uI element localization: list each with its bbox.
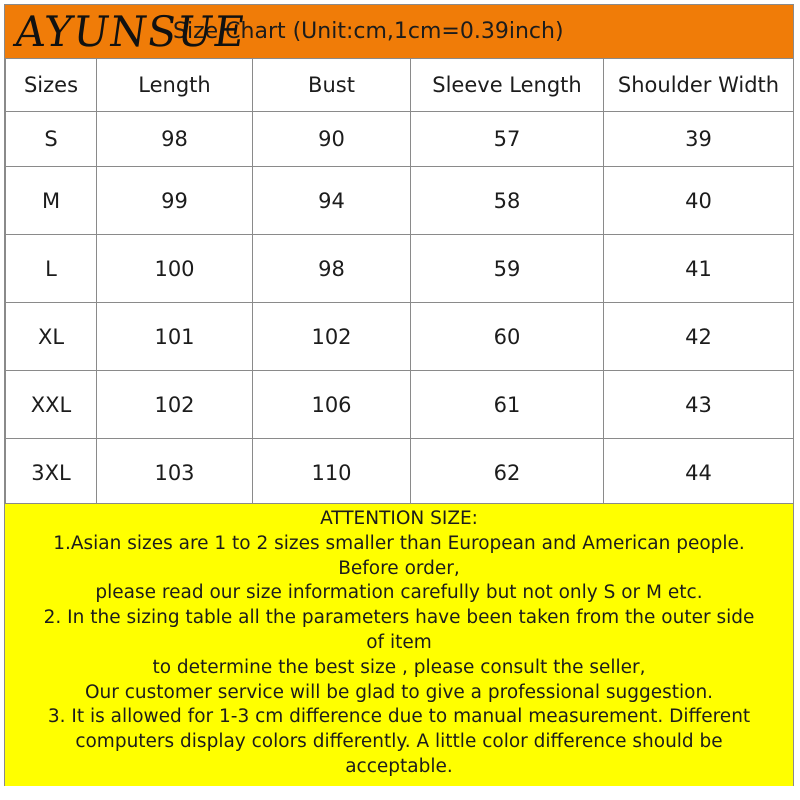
brand-logo: AYUNSUE [11,7,249,56]
notes-line: computers display colors differently. A little color difference should be [75,731,723,753]
cell-length: 100 [97,235,253,303]
attention-notes [5,503,793,786]
cell-shoulder-width: 39 [604,112,794,167]
cell-length: 103 [97,439,253,507]
table-row [6,371,794,439]
cell-bust: 106 [253,371,411,439]
cell-shoulder-width: 42 [604,303,794,371]
cell-sleeve-length: 62 [411,439,604,507]
cell-shoulder-width: 40 [604,167,794,235]
title-bar [5,5,793,59]
header-sleeve-length: Sleeve Length [411,59,604,112]
table-header-row [6,59,794,112]
cell-sleeve-length: 59 [411,235,604,303]
cell-bust: 102 [253,303,411,371]
header-sizes: Sizes [6,59,97,112]
notes-line: 2. In the sizing table all the parameters have been taken from the outer side [43,607,755,629]
cell-size: XXL [6,371,97,439]
notes-line: 1.Asian sizes are 1 to 2 sizes smaller than European and American people. [53,532,745,554]
cell-bust: 98 [253,235,411,303]
table-row [6,439,794,507]
cell-shoulder-width: 43 [604,371,794,439]
cell-bust: 94 [253,167,411,235]
notes-line: 3. It is allowed for 1-3 cm difference due to manual measurement. Different [47,706,751,728]
cell-length: 101 [97,303,253,371]
notes-line: to determine the best size , please consult the seller, [152,656,646,678]
cell-size: L [6,235,97,303]
cell-shoulder-width: 44 [604,439,794,507]
cell-bust: 90 [253,112,411,167]
cell-bust: 110 [253,439,411,507]
header-length: Length [97,59,253,112]
cell-size: S [6,112,97,167]
table-row [6,303,794,371]
notes-heading: ATTENTION SIZE: [320,508,478,529]
table-row [6,112,794,167]
cell-sleeve-length: 57 [411,112,604,167]
cell-sleeve-length: 58 [411,167,604,235]
cell-length: 98 [97,112,253,167]
cell-length: 99 [97,167,253,235]
cell-size: XL [6,303,97,371]
header-shoulder-width: Shoulder Width [604,59,794,112]
notes-line: please read our size information carefully but not only S or M etc. [95,582,703,604]
table-row [6,167,794,235]
cell-sleeve-length: 61 [411,371,604,439]
header-bust: Bust [253,59,411,112]
table-row [6,235,794,303]
size-table [5,58,794,507]
cell-shoulder-width: 41 [604,235,794,303]
cell-length: 102 [97,371,253,439]
notes-line: acceptable. [345,755,453,777]
notes-line: of item [366,631,432,653]
cell-size: M [6,167,97,235]
notes-line: Our customer service will be glad to give a professional suggestion. [84,681,714,703]
cell-sleeve-length: 60 [411,303,604,371]
notes-line: Before order, [338,557,460,579]
cell-size: 3XL [6,439,97,507]
chart-title: Size Chart (Unit:cm,1cm=0.39inch) [173,19,564,44]
